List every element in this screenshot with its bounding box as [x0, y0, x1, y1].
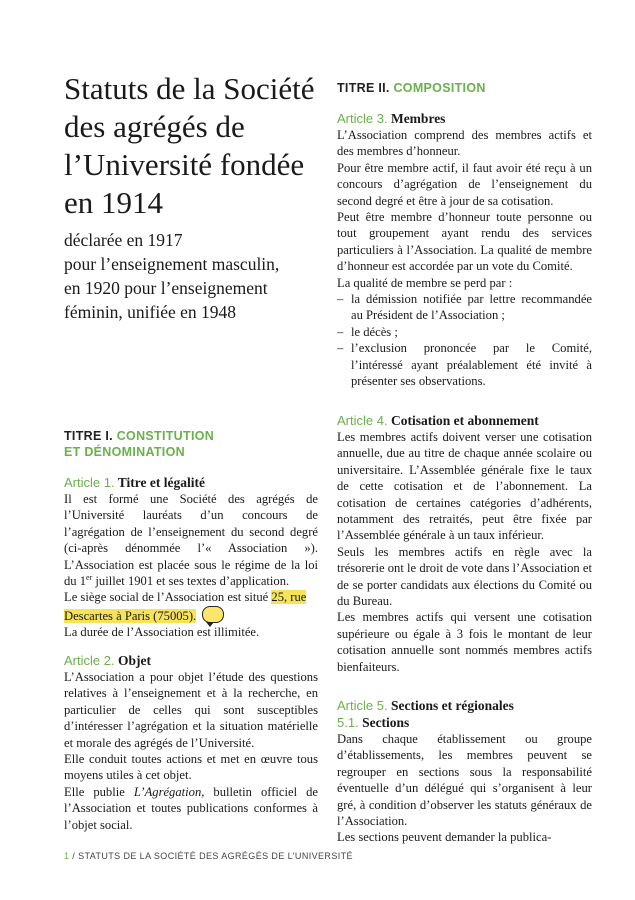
titre1-heading	[64, 428, 318, 460]
comment-icon[interactable]	[202, 606, 224, 623]
list-item: – l’exclusion prononcée par le Comité, l’intéressé ayant préalablement été invité à présenter ses observations.	[337, 340, 592, 389]
article-3-p4: La qualité de membre se perd par :	[337, 275, 513, 290]
article-2-p2: Elle conduit toutes actions et met en œuvre tous moyens utiles à cet objet.	[64, 752, 318, 783]
article-1-p3: La durée de l’Association est illimitée.	[64, 625, 260, 640]
article-3-heading	[337, 110, 592, 127]
titre2-name: COMPOSITION	[393, 81, 486, 95]
article-3-p3: Peut être membre d’honneur toute personne ou tout groupement ayant rendu des services particuliers à l’Association. La qualité de membre d’honneur est accordée par un vote du Comité.	[337, 210, 592, 274]
publication-title: L’Agrégation	[133, 784, 202, 799]
footer-separator: /	[69, 851, 79, 861]
article-1-p2	[64, 589, 318, 624]
article-title: Objet	[117, 653, 151, 668]
section-number: 5.1.	[337, 715, 359, 730]
page-number: 1	[64, 851, 70, 861]
article-2-p1: L’Association a pour objet l’étude des questions relatives à l’enseignement et à la recherche, en particulier de celles qui sont susceptibles d’intéresser l’agrégation et la situation matérielle et morale des agrégés de l’Université.	[64, 670, 318, 750]
section-title: Sections	[362, 715, 410, 730]
article-1	[64, 474, 318, 641]
article-number: Article 2.	[64, 653, 115, 668]
list-item: – la démission notifiée par lettre recommandée au Président de l’Association ;	[337, 291, 592, 324]
article-1-heading	[64, 474, 318, 491]
subtitle-line: déclarée en 1917	[64, 230, 183, 250]
article-5-p1: Dans chaque établissement ou groupe d’établissements, les membres peuvent se regrouper en sections sous la responsabilité éventuelle d’un délégué qui s’organisent à leur gré, à condition d’observer les statuts généraux de l’Association.	[337, 732, 592, 829]
subtitle-line: pour l’enseignement masculin,	[64, 254, 280, 274]
page-footer	[64, 851, 353, 861]
article-5-heading	[337, 697, 592, 714]
article-2-p3	[64, 784, 318, 833]
section-5-1-heading	[337, 714, 592, 731]
article-2	[64, 652, 318, 833]
article-4-p3: Les membres actifs qui versent une cotisation supérieure ou égale à 3 fois le montant de leur cotisation annuelle sont nommés membres actifs bienfaiteurs.	[337, 610, 592, 674]
titre1-name: CONSTITUTION	[116, 429, 215, 443]
article-title: Titre et légalité	[117, 475, 205, 490]
article-3	[337, 110, 592, 390]
superscript: er	[86, 572, 93, 582]
article-3-p2: Pour être membre actif, il faut avoir été reçu à un concours d’agrégation de l’enseignement du second degré et être à jour de sa cotisation.	[337, 160, 592, 208]
article-number: Article 1.	[64, 475, 115, 490]
titre2-heading	[337, 80, 592, 96]
list-item: – le décès ;	[337, 324, 592, 340]
article-5	[337, 697, 592, 846]
text: Il est formé une Société des agrégés de l’Université lauréats d’un concours de l’agrégation de l’enseignement du second degré (ci-après dénommée l’« Association »). L’Association est placée sous le régime de la loi du 1	[64, 492, 318, 589]
exclusion-list	[337, 291, 592, 389]
article-4-p2: Seuls les membres actifs en règle avec la trésorerie ont le droit de vote dans l’Association et de se porter candidats aux élections du Comité ou du Bureau.	[337, 544, 592, 609]
titre1-prefix: TITRE I.	[64, 429, 113, 443]
article-1-p1	[64, 491, 318, 589]
titre2-prefix: TITRE II.	[337, 81, 390, 95]
subtitle-line: féminin, unifiée en 1948	[64, 302, 237, 322]
article-title: Membres	[390, 111, 446, 126]
article-title: Cotisation et abonnement	[390, 413, 539, 428]
text: , bulletin officiel de l’Association et toutes publications conformes à l’objet social.	[64, 784, 319, 832]
article-number: Article 4.	[337, 413, 388, 428]
article-4-heading	[337, 412, 592, 429]
text: Le siège social de l’Association est situé	[64, 590, 272, 605]
article-4	[337, 412, 592, 675]
article-5-p2: Les sections peuvent demander la publica-	[337, 830, 552, 845]
text: Elle publie	[64, 784, 134, 799]
highlighted-address[interactable]: 25, rue Descartes à Paris (75005).	[64, 590, 307, 623]
subtitle	[64, 228, 318, 324]
article-4-p1: Les membres actifs doivent verser une cotisation annuelle, due au titre de chaque année scolaire ou universitaire. L’Assemblée générale fixe le taux de cette cotisation et de l’abonnement. La cotisation de certaines catégories d’adhérents, notamment des retraités, peut être fixée par l’Assemblée générale à un taux inférieur.	[337, 430, 592, 543]
article-3-p1: L’Association comprend des membres actifs et des membres d’honneur.	[337, 128, 592, 159]
footer-text: STATUTS DE LA SOCIÉTÉ DES AGRÉGÉS DE L’UNIVERSITÉ	[78, 851, 353, 861]
subtitle-line: en 1920 pour l’enseignement	[64, 278, 268, 298]
article-number: Article 5.	[337, 698, 388, 713]
text: juillet 1901 et ses textes d’application.	[92, 574, 290, 589]
page-title: Statuts de la Société des agrégés de l’Université fondée en 1914	[64, 71, 315, 220]
titre1-name-2: ET DÉNOMINATION	[64, 445, 185, 459]
article-number: Article 3.	[337, 111, 388, 126]
article-2-heading	[64, 652, 318, 669]
article-title: Sections et régionales	[390, 698, 514, 713]
